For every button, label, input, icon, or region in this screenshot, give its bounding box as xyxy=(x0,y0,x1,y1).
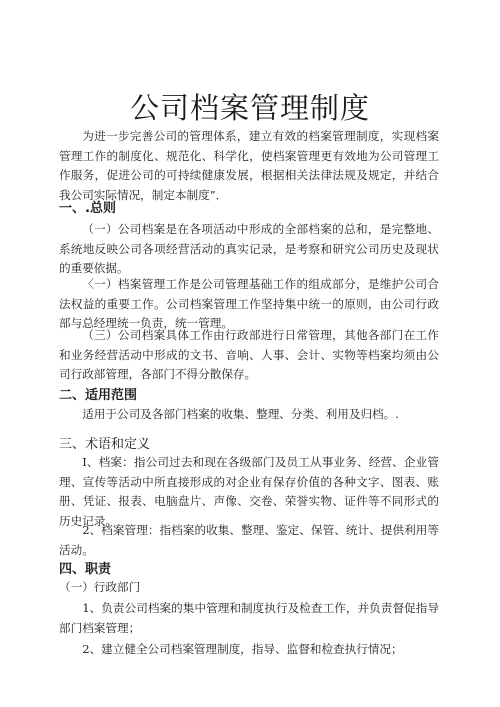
terms-paragraph-2: 2、档案管理：指档案的收集、整理、鉴定、保管、统计、提供利用等活动。 xyxy=(59,523,439,557)
general-paragraph-2: 〈一）档案管理工作是公司管理基础工作的组成部分，是维护公司合法权益的重要工作。公司档案管理工作坚持集中统一的原则，由公司行政部与总经理统一负责，统一管理。 xyxy=(59,277,439,331)
document-title: 公司档案管理制度 xyxy=(129,91,370,125)
section-heading-general: 一、.总则 xyxy=(59,201,116,216)
section-heading-terms: 三、术语和定义 xyxy=(59,437,151,452)
intro-paragraph: 为进一步完善公司的管理体系，建立有效的档案管理制度，实现档案管理工作的制度化、规范化、科学化，使档案管理更有效地为公司管理工作服务，促进公司的可持续健康发展，根据相关法律法规及规定，并结合我公司实际情况，制定本制度”． xyxy=(59,129,439,202)
duties-paragraph-2: 2、建立健全公司档案管理制度，指导、监督和检查执行情况； xyxy=(82,642,403,656)
section-heading-duties: 四、职责 xyxy=(59,562,112,577)
general-paragraph-1: （一）公司档案是在各项活动中形成的全部档案的总和，是完整地、系统地反映公司各项经营活动的真实记录，是考察和研究公司历史及现状的重要依据。 xyxy=(59,222,439,276)
general-paragraph-3: （三）公司档案具体工作由行政部进行日常管理，其他各部门在工作和业务经营活动中形成的文书、音响、人事、会计、实物等档案均须由公司行政部管理，各部门不得分散保存。 xyxy=(59,328,439,382)
duties-subheading-admin: （一）行政部门 xyxy=(59,580,141,594)
duties-paragraph-1: 1、负责公司档案的集中管理和制度执行及检查工作，并负责督促指导部门档案管理； xyxy=(59,601,439,635)
section-heading-scope: 二、适用范围 xyxy=(59,388,138,403)
terms-paragraph-1: I、档案：指公司过去和现在各级部门及员工从事业务、经营、企业管理、宣传等活动中所直接形成的对企业有保存价值的各种文字、图表、账册、凭证、报表、电脑盘片、声像、交卷、荣誉实物、证件等不同形式的历史记录。 xyxy=(59,455,439,528)
scope-paragraph: 适用于公司及各部门档案的收集、整理、分类、利用及归档。. xyxy=(82,407,399,421)
